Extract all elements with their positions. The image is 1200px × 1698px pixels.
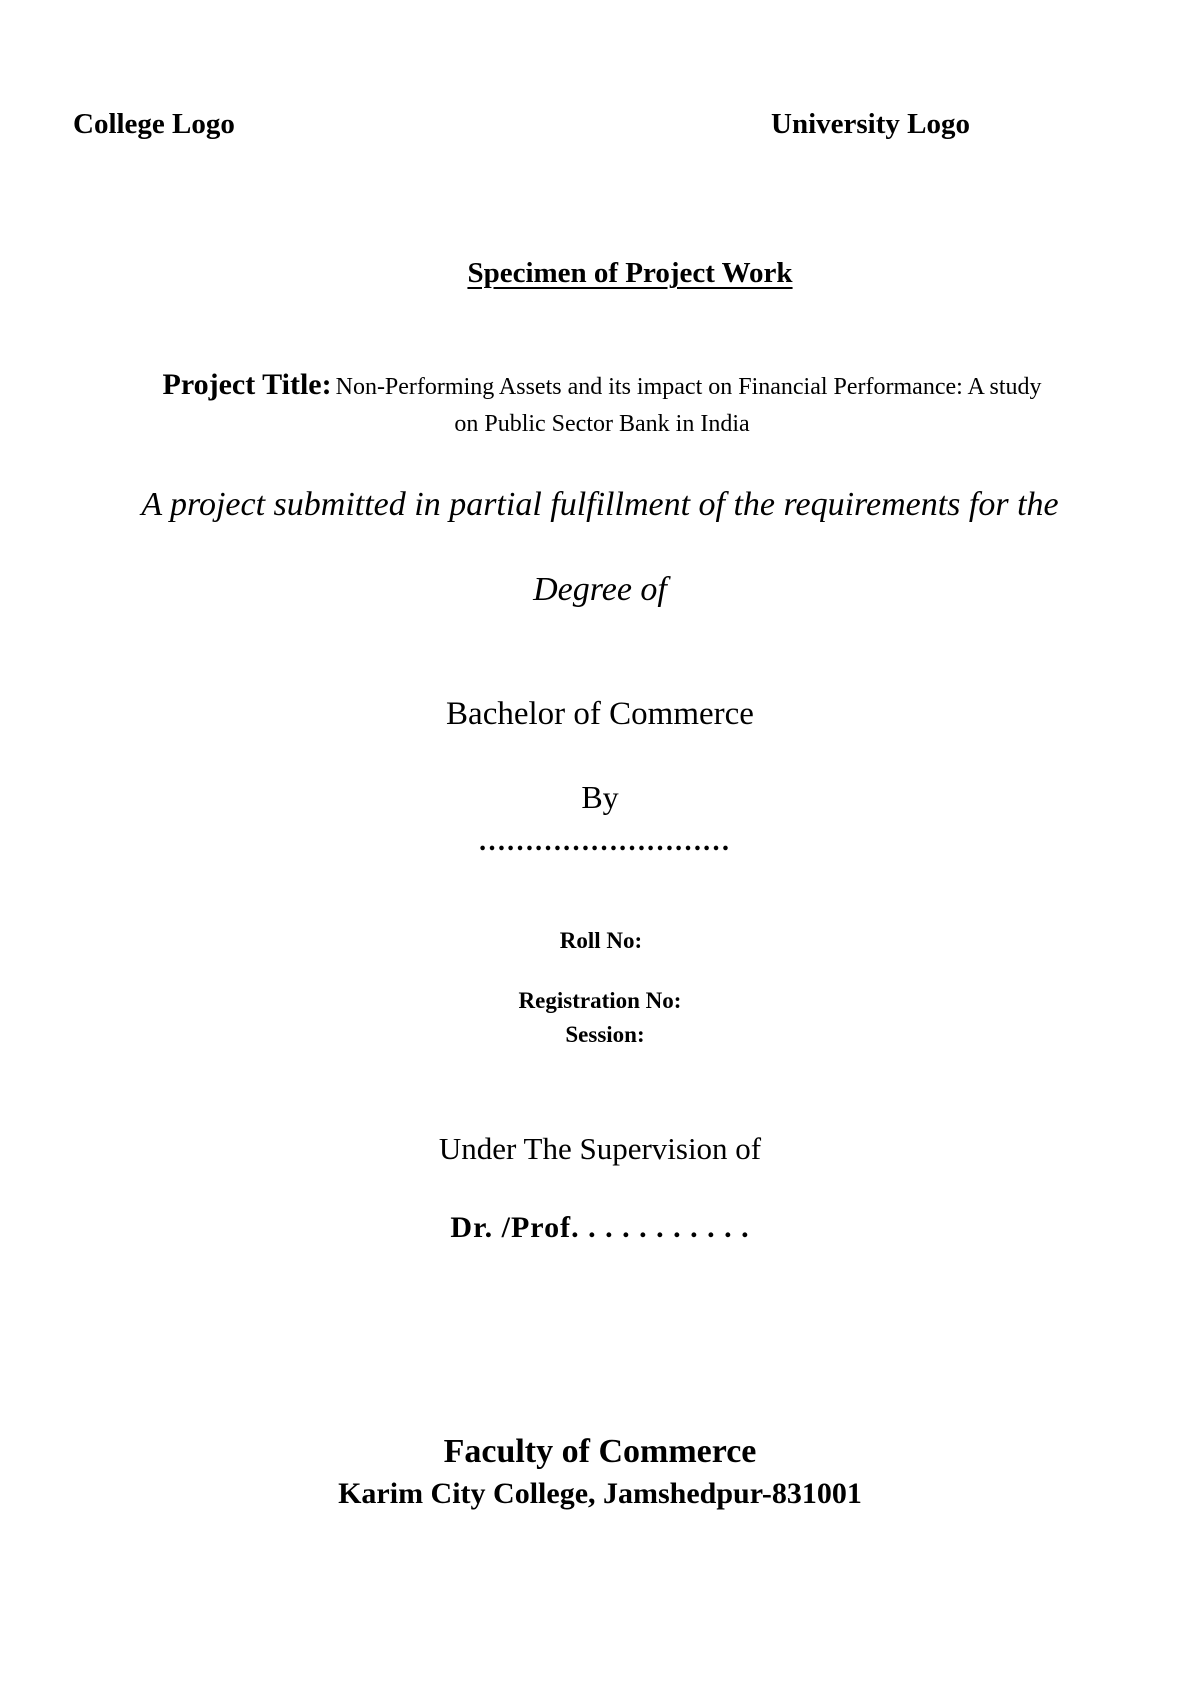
submission-statement-line-1: A project submitted in partial fulfillment of the requirements for the bbox=[141, 486, 1059, 523]
faculty-name: Faculty of Commerce bbox=[443, 1433, 757, 1470]
college-address: Karim City College, Jamshedpur-831001 bbox=[338, 1477, 862, 1510]
roll-no-label: Roll No: bbox=[559, 928, 643, 953]
submission-statement-line-2: Degree of bbox=[533, 571, 667, 608]
project-title-block bbox=[82, 368, 1122, 444]
college-logo-placeholder: College Logo bbox=[73, 108, 235, 140]
student-name-placeholder: ……………………… bbox=[478, 826, 730, 857]
document-heading: Specimen of Project Work bbox=[467, 257, 793, 289]
session-label: Session: bbox=[565, 1022, 645, 1047]
university-logo-placeholder: University Logo bbox=[771, 108, 970, 140]
supervisor-name-placeholder: Dr. /Prof. . . . . . . . . . . bbox=[450, 1211, 750, 1244]
project-title-label: Project Title: bbox=[162, 368, 332, 401]
degree-name: Bachelor of Commerce bbox=[446, 696, 754, 732]
by-label: By bbox=[581, 779, 619, 815]
project-title-line-2: on Public Sector Bank in India bbox=[454, 411, 750, 437]
supervision-label: Under The Supervision of bbox=[438, 1131, 762, 1166]
registration-no-label: Registration No: bbox=[518, 988, 682, 1013]
project-title-line-1: Non-Performing Assets and its impact on Financial Performance: A study bbox=[335, 374, 1042, 400]
